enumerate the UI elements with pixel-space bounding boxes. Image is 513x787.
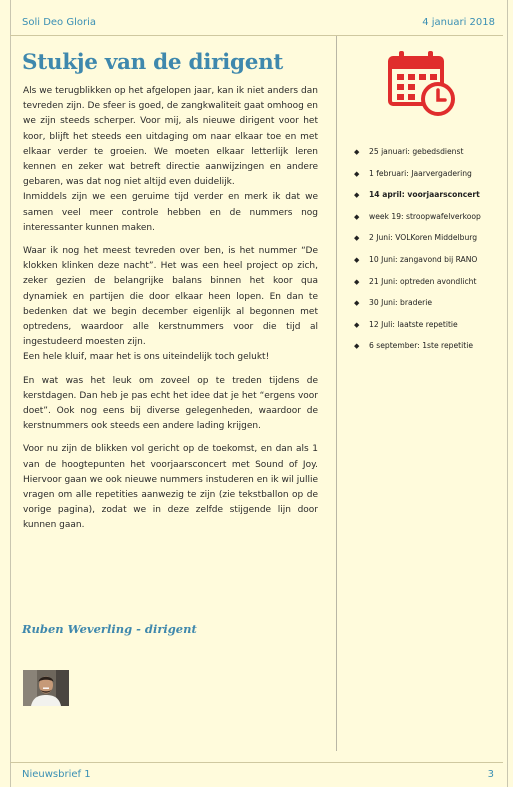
agenda-item — [354, 295, 504, 317]
agenda-item — [354, 274, 504, 296]
column-divider — [336, 36, 337, 751]
author-portrait — [23, 670, 69, 706]
agenda-item — [354, 230, 504, 252]
agenda-item — [354, 166, 504, 188]
bullet-icon: ◆ — [354, 342, 360, 351]
header-divider — [10, 35, 503, 36]
agenda-item-text: 21 Juni: optreden avondlicht — [369, 276, 477, 286]
author-signature: Ruben Weverling - dirigent — [22, 622, 197, 636]
agenda-item — [354, 187, 504, 209]
footer-divider — [10, 762, 503, 763]
bullet-icon: ◆ — [354, 212, 360, 221]
bullet-icon: ◆ — [354, 234, 360, 243]
page-number: 3 — [487, 769, 494, 780]
bullet-icon: ◆ — [354, 191, 360, 200]
calendar-clock-icon — [388, 50, 456, 116]
article-paragraph: Inmiddels zijn we een geruime tijd verder en merk ik dat we samen veel meer controle hebben en de nummers nog interessanter kunnen maken. — [23, 192, 318, 233]
agenda-item — [354, 209, 504, 231]
article-paragraph: Waar ik nog het meest tevreden over ben, is het nummer “De klokken klinken deze nacht”. Het was een heel project op zich, zeker gezien de belangrijke balans binnen het koor qua dynamiek en partijen die door elkaar heen lopen. En dan te bedenken dat we begin december eigenlijk al begonnen met optredens, waardoor alle kerstnummers voor die tijd al ingestudeerd moesten zijn. — [23, 246, 318, 348]
page-border-left — [10, 0, 11, 787]
agenda-list — [354, 144, 504, 360]
agenda-item-text: 12 Juli: laatste repetitie — [369, 319, 458, 329]
agenda-item-text: 1 februari: Jaarvergadering — [369, 168, 472, 178]
agenda-item-text: 6 september: 1ste repetitie — [369, 341, 474, 351]
agenda-item-text: 2 Juni: VOLKoren Middelburg — [369, 233, 478, 243]
header-publication-name: Soli Deo Gloria — [22, 17, 97, 28]
agenda-item — [354, 144, 504, 166]
page-border-right — [507, 0, 508, 787]
article-title: Stukje van de dirigent — [22, 50, 284, 75]
agenda-item-text: 14 april: voorjaarsconcert — [369, 190, 480, 200]
header-date: 4 januari 2018 — [422, 17, 495, 28]
bullet-icon: ◆ — [354, 169, 360, 178]
agenda-item-text: week 19: stroopwafelverkoop — [369, 211, 481, 221]
bullet-icon: ◆ — [354, 320, 360, 329]
agenda-item-text: 30 Juni: braderie — [369, 298, 433, 308]
agenda-item-text: 10 Juni: zangavond bij RANO — [369, 254, 478, 264]
article-body — [23, 84, 318, 542]
agenda-item — [354, 252, 504, 274]
article-paragraph: Voor nu zijn de blikken vol gericht op de toekomst, en dan als 1 van de hoogtepunten het voorjaarsconcert met Sound of Joy. Hiervoor gaan we ook nieuwe nummers instuderen en ik wil jullie vragen om alle repetities aanwezig te zijn (zie tekstballon op de vorige pagina), zodat we in deze zelfde stijgende lijn door kunnen gaan. — [23, 444, 318, 531]
bullet-icon: ◆ — [354, 299, 360, 308]
bullet-icon: ◆ — [354, 148, 360, 156]
agenda-item — [354, 338, 504, 360]
article-paragraph: Een hele kluif, maar het is ons uiteindelijk toch gelukt! — [23, 352, 270, 363]
bullet-icon: ◆ — [354, 255, 360, 264]
article-paragraph: Als we terugblikken op het afgelopen jaar, kan ik niet anders dan tevreden zijn. De sfeer is goed, de zangkwaliteit gaat omhoog en we zijn steeds scherper. Voor mij, als nieuwe dirigent voor het koor, blijft het steeds een uitdaging om naar elkaar toe en met elkaar verder te groeien. We moeten elkaar letterlijk leren kennen en zeker wat betreft directie aanwijzingen en andere gebaren, was dat nog niet altijd even duidelijk. — [23, 86, 318, 188]
author-photo — [23, 670, 69, 706]
footer-newsletter-name: Nieuwsbrief 1 — [22, 769, 91, 780]
agenda-item — [354, 317, 504, 339]
agenda-item-text: 25 januari: gebedsdienst — [369, 147, 464, 156]
bullet-icon: ◆ — [354, 277, 360, 286]
article-paragraph: En wat was het leuk om zoveel op te treden tijdens de kerstdagen. Dan heb je pas echt het idee dat je het “ergens voor doet”. Ook nog eens bij diverse gelegenheden, waardoor de kerstnummers ook steeds een andere lading krijgen. — [23, 375, 318, 432]
